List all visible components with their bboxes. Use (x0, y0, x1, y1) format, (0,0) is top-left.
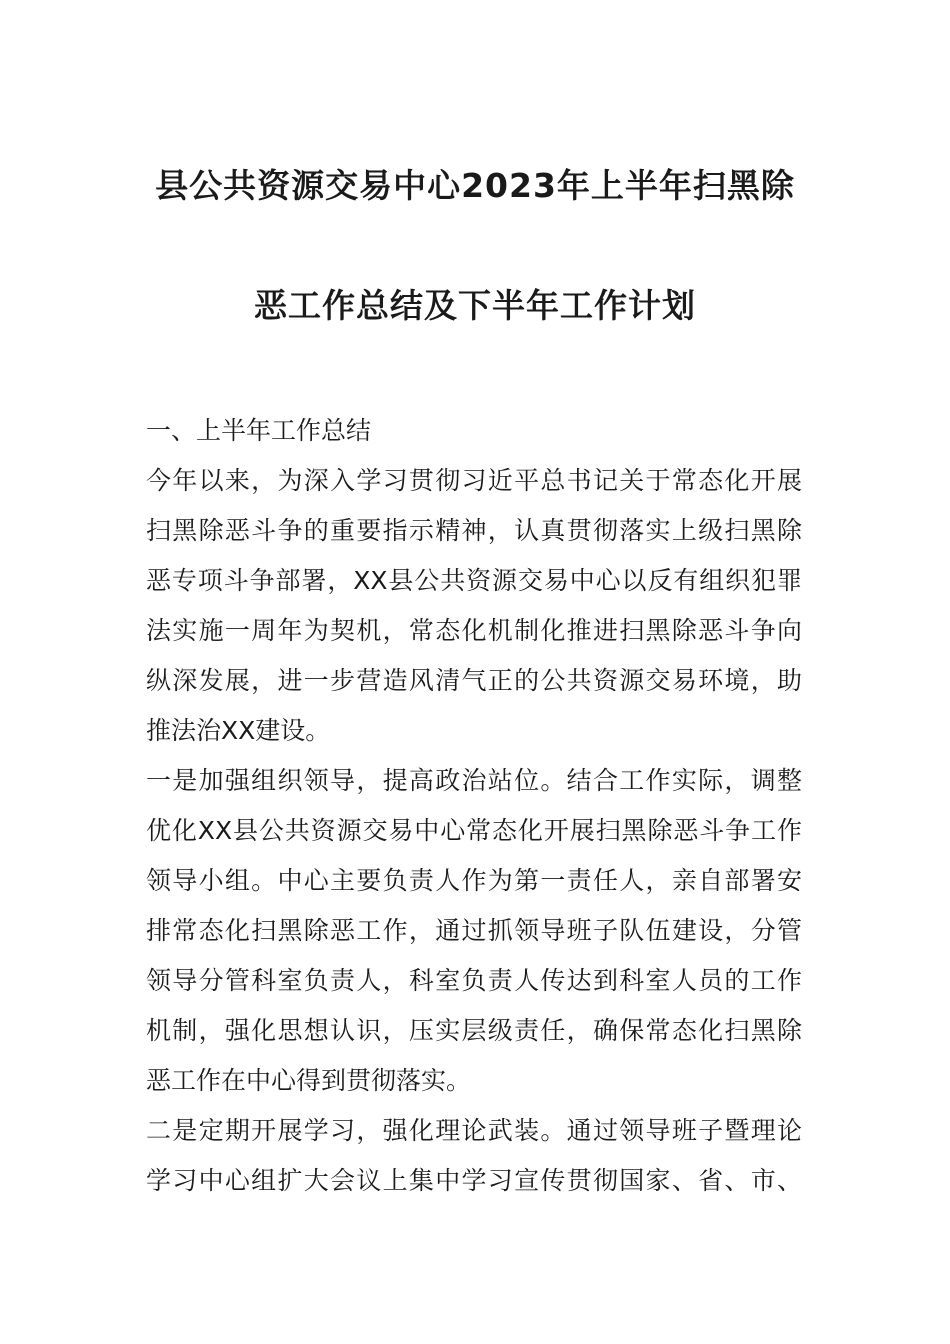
paragraph-line: 机制，强化思想认识，压实层级责任，确保常态化扫黑除 (146, 1016, 802, 1045)
paragraph-line: 恶工作在中心得到贯彻落实。 (146, 1066, 472, 1095)
section-heading: 一、上半年工作总结 (146, 416, 372, 445)
paragraph-line: 一是加强组织领导，提高政治站位。结合工作实际，调整 (146, 766, 802, 795)
document-title-line-1: 县公共资源交易中心2023年上半年扫黑除 (155, 166, 795, 205)
document-title-line-2: 恶工作总结及下半年工作计划 (254, 286, 696, 325)
paragraph-line: 法实施一周年为契机，常态化机制化推进扫黑除恶斗争向 (146, 616, 802, 645)
paragraph-line: 今年以来，为深入学习贯彻习近平总书记关于常态化开展 (146, 466, 802, 495)
paragraph-line: 领导分管科室负责人，科室负责人传达到科室人员的工作 (146, 966, 802, 995)
paragraph-line: 优化XX县公共资源交易中心常态化开展扫黑除恶斗争工作 (146, 816, 802, 845)
paragraph-line: 扫黑除恶斗争的重要指示精神，认真贯彻落实上级扫黑除 (146, 516, 802, 545)
paragraph-line: 二是定期开展学习，强化理论武装。通过领导班子暨理论 (146, 1116, 802, 1145)
paragraph-line: 纵深发展，进一步营造风清气正的公共资源交易环境，助 (146, 666, 802, 695)
paragraph-line: 学习中心组扩大会议上集中学习宣传贯彻国家、省、市、 (146, 1166, 802, 1195)
paragraph-line: 恶专项斗争部署，XX县公共资源交易中心以反有组织犯罪 (146, 566, 802, 595)
paragraph-line: 领导小组。中心主要负责人作为第一责任人，亲自部署安 (146, 866, 802, 895)
paragraph-line: 推法治XX建设。 (146, 716, 331, 745)
paragraph-line: 排常态化扫黑除恶工作，通过抓领导班子队伍建设，分管 (146, 916, 802, 945)
